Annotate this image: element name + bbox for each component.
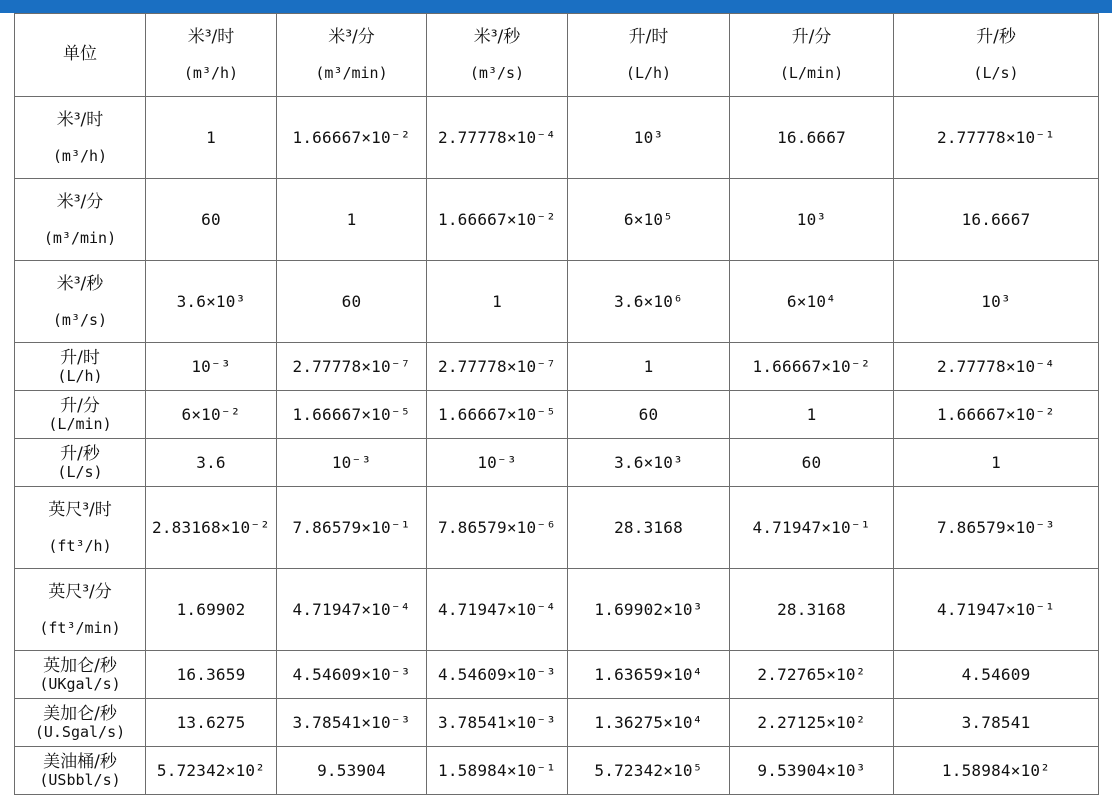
table-cell: 4.71947×10⁻¹	[730, 487, 894, 569]
table-cell: 9.53904	[277, 747, 427, 795]
table-cell: 2.77778×10⁻⁷	[427, 343, 568, 391]
table-cell: 4.71947×10⁻⁴	[427, 569, 568, 651]
table-cell: 60	[730, 439, 894, 487]
table-cell: 4.54609×10⁻³	[427, 651, 568, 699]
table-cell: 2.77778×10⁻⁴	[427, 97, 568, 179]
table-row	[15, 179, 1099, 261]
row-header: 英尺³/分 (ft³/min)	[15, 569, 146, 651]
table-cell: 16.6667	[730, 97, 894, 179]
table-cell: 2.72765×10²	[730, 651, 894, 699]
table-cell: 2.83168×10⁻²	[146, 487, 277, 569]
table-cell: 1.58984×10⁻¹	[427, 747, 568, 795]
row-header: 升/秒 (L/s)	[15, 439, 146, 487]
row-header: 米³/时 (m³/h)	[15, 97, 146, 179]
table-cell: 4.54609	[894, 651, 1099, 699]
table-cell: 1.69902	[146, 569, 277, 651]
table-cell: 60	[146, 179, 277, 261]
table-cell: 1.66667×10⁻²	[427, 179, 568, 261]
table-row	[15, 487, 1099, 569]
table-cell: 1	[730, 391, 894, 439]
table-cell: 1.63659×10⁴	[568, 651, 730, 699]
col-header: 米³/时 (m³/h)	[146, 14, 277, 97]
table-row	[15, 651, 1099, 699]
table-row	[15, 747, 1099, 795]
table-cell: 1	[427, 261, 568, 343]
table-cell: 10⁻³	[427, 439, 568, 487]
col-header: 升/分 (L/min)	[730, 14, 894, 97]
table-row	[15, 343, 1099, 391]
table-cell: 1.58984×10²	[894, 747, 1099, 795]
title-bar	[0, 0, 1112, 13]
table-cell: 5.72342×10²	[146, 747, 277, 795]
table-cell: 1.66667×10⁻⁵	[277, 391, 427, 439]
table-cell: 3.78541×10⁻³	[427, 699, 568, 747]
table-cell: 10³	[894, 261, 1099, 343]
table-cell: 1	[277, 179, 427, 261]
table-cell: 1	[894, 439, 1099, 487]
table-cell: 3.6×10³	[146, 261, 277, 343]
table-cell: 4.54609×10⁻³	[277, 651, 427, 699]
table-cell: 1.69902×10³	[568, 569, 730, 651]
table-cell: 13.6275	[146, 699, 277, 747]
table-cell: 5.72342×10⁵	[568, 747, 730, 795]
table-cell: 60	[277, 261, 427, 343]
table-cell: 16.3659	[146, 651, 277, 699]
table-cell: 1.66667×10⁻⁵	[427, 391, 568, 439]
table-cell: 1	[568, 343, 730, 391]
table-row	[15, 97, 1099, 179]
table-cell: 16.6667	[894, 179, 1099, 261]
table-row	[15, 261, 1099, 343]
table-cell: 6×10⁻²	[146, 391, 277, 439]
table-row	[15, 391, 1099, 439]
table-cell: 2.77778×10⁻⁴	[894, 343, 1099, 391]
table-cell: 1	[146, 97, 277, 179]
table-cell: 4.71947×10⁻¹	[894, 569, 1099, 651]
table-cell: 4.71947×10⁻⁴	[277, 569, 427, 651]
table-cell: 6×10⁵	[568, 179, 730, 261]
table-cell: 1.66667×10⁻²	[277, 97, 427, 179]
row-header: 英加仑/秒 (UKgal/s)	[15, 651, 146, 699]
col-header: 米³/分 (m³/min)	[277, 14, 427, 97]
row-header: 英尺³/时 (ft³/h)	[15, 487, 146, 569]
table-row	[15, 439, 1099, 487]
table-cell: 7.86579×10⁻³	[894, 487, 1099, 569]
table-cell: 7.86579×10⁻¹	[277, 487, 427, 569]
row-header: 美加仑/秒 (U.Sgal/s)	[15, 699, 146, 747]
table-cell: 10⁻³	[277, 439, 427, 487]
table-cell: 2.77778×10⁻¹	[894, 97, 1099, 179]
col-header: 米³/秒 (m³/s)	[427, 14, 568, 97]
table-cell: 3.78541×10⁻³	[277, 699, 427, 747]
corner-cell: 单位	[15, 14, 146, 97]
table-cell: 2.27125×10²	[730, 699, 894, 747]
row-header: 升/分 (L/min)	[15, 391, 146, 439]
table-cell: 7.86579×10⁻⁶	[427, 487, 568, 569]
table-row	[15, 569, 1099, 651]
table-cell: 3.6×10³	[568, 439, 730, 487]
table-cell: 3.6×10⁶	[568, 261, 730, 343]
col-header: 升/时 (L/h)	[568, 14, 730, 97]
header-row	[15, 14, 1099, 97]
table-cell: 1.66667×10⁻²	[894, 391, 1099, 439]
table-cell: 60	[568, 391, 730, 439]
row-header: 米³/秒 (m³/s)	[15, 261, 146, 343]
table-cell: 10⁻³	[146, 343, 277, 391]
flow-unit-conversion-table	[14, 13, 1099, 795]
table-cell: 3.78541	[894, 699, 1099, 747]
row-header: 米³/分 (m³/min)	[15, 179, 146, 261]
table-row	[15, 699, 1099, 747]
table-cell: 6×10⁴	[730, 261, 894, 343]
table-cell: 1.36275×10⁴	[568, 699, 730, 747]
table-cell: 9.53904×10³	[730, 747, 894, 795]
table-cell: 10³	[730, 179, 894, 261]
col-header: 升/秒 (L/s)	[894, 14, 1099, 97]
row-header: 美油桶/秒 (USbbl/s)	[15, 747, 146, 795]
row-header: 升/时 (L/h)	[15, 343, 146, 391]
table-cell: 28.3168	[568, 487, 730, 569]
table-cell: 3.6	[146, 439, 277, 487]
table-cell: 2.77778×10⁻⁷	[277, 343, 427, 391]
table-cell: 1.66667×10⁻²	[730, 343, 894, 391]
table-cell: 28.3168	[730, 569, 894, 651]
table-cell: 10³	[568, 97, 730, 179]
